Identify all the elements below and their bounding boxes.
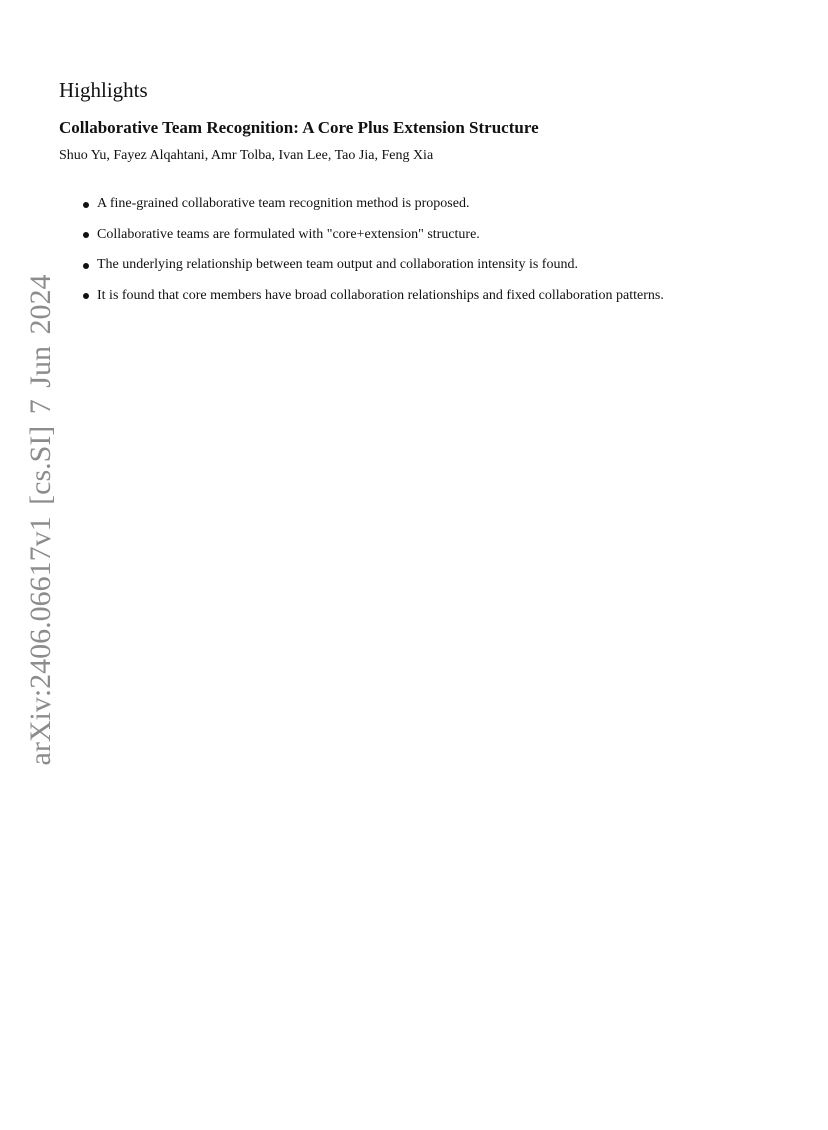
author-list: Shuo Yu, Fayez Alqahtani, Amr Tolba, Ivan Lee, Tao Jia, Feng Xia (59, 148, 434, 163)
bullet-icon (83, 293, 89, 299)
section-heading: Highlights (59, 78, 148, 102)
bullet-icon (83, 202, 89, 208)
highlight-text: It is found that core members have broad collaboration relationships and fixed collaboration patterns. (97, 287, 664, 303)
highlight-text: The underlying relationship between team output and collaboration intensity is found. (97, 257, 578, 272)
highlight-text: Collaborative teams are formulated with "core+extension" structure. (97, 226, 480, 242)
highlight-text: A fine-grained collaborative team recognition method is proposed. (97, 196, 470, 211)
bullet-icon (83, 263, 89, 269)
paper-title: Collaborative Team Recognition: A Core Plus Extension Structure (59, 118, 539, 137)
bullet-icon (83, 232, 89, 238)
arxiv-identifier-stamp: arXiv:2406.06617v1 [cs.SI] 7 Jun 2024 (24, 274, 57, 766)
